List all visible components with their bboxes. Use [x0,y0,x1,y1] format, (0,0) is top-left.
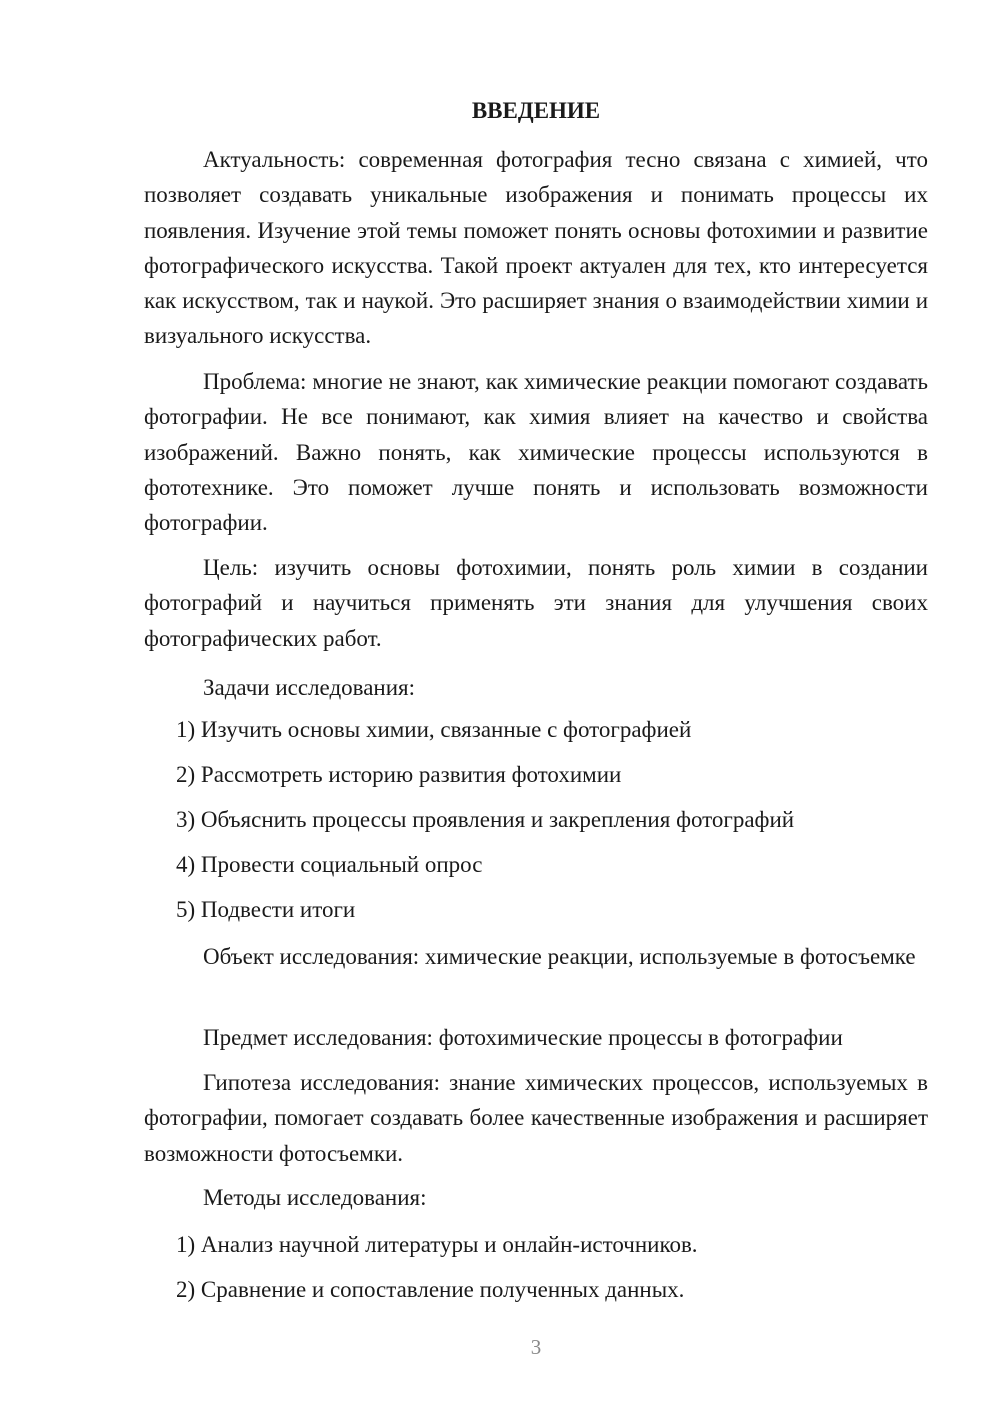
page-title: ВВЕДЕНИЕ [471,98,601,123]
problem-paragraph: Проблема: многие не знают, как химические реакции помогают создавать фотографии. Не все понимают, как химия влияет на качество и свойства изображений. Важно понять, как химические процессы используются в фототехнике. Это поможет лучше понять и использовать возможности фотографии. [144,369,928,536]
list-item-task-3: 3) Объяснить процессы проявления и закрепления фотографий [176,807,795,832]
list-item-method-2: 2) Сравнение и сопоставление полученных данных. [176,1277,685,1302]
object-paragraph: Объект исследования: химические реакции, используемые в фотосъемке [203,944,916,969]
relevance-paragraph: Актуальность: современная фотография тесно связана с химией, что позволяет создавать уникальные изображения и понимать процессы их появления. Изучение этой темы поможет понять основы фотохимии и развитие фотографического искусства. Такой проект актуален для тех, кто интересуется как искусством, так и наукой. Это расширяет знания о взаимодействии химии и визуального искусства. [144,147,928,349]
subject-paragraph: Предмет исследования: фотохимические процессы в фотографии [203,1025,843,1050]
list-item-task-4: 4) Провести социальный опрос [176,852,483,877]
list-item-task-1: 1) Изучить основы химии, связанные с фотографией [176,717,692,742]
list-item-method-1: 1) Анализ научной литературы и онлайн-источников. [176,1232,698,1257]
methods-heading: Методы исследования: [203,1185,427,1210]
list-item-task-2: 2) Рассмотреть историю развития фотохимии [176,762,622,787]
list-item-task-5: 5) Подвести итоги [176,897,356,922]
page-number: 3 [530,1335,542,1359]
tasks-heading: Задачи исследования: [203,675,416,700]
hypothesis-paragraph: Гипотеза исследования: знание химических процессов, используемых в фотографии, помогает создавать более качественные изображения и расширяет возможности фотосъемки. [144,1070,928,1166]
goal-paragraph: Цель: изучить основы фотохимии, понять роль химии в создании фотографий и научиться применять эти знания для улучшения своих фотографических работ. [144,555,928,651]
